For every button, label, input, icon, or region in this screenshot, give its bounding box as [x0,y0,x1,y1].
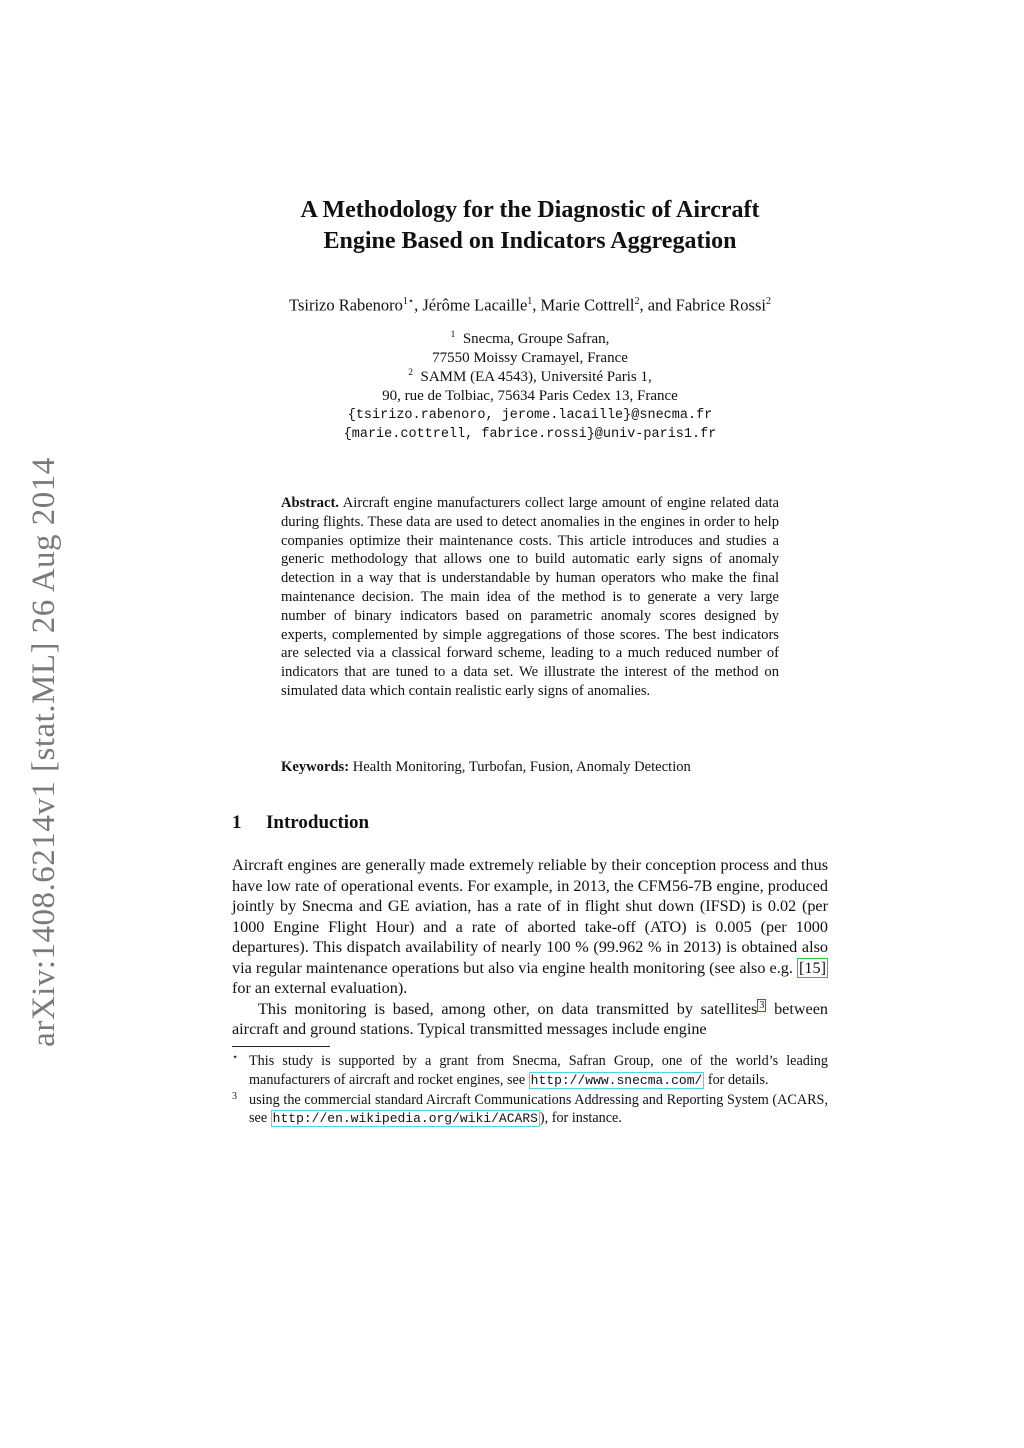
author-name: , Marie Cottrell [532,295,635,315]
footnote-link[interactable]: 3 [759,999,765,1011]
affiliation-mark: 1 [450,330,456,340]
paragraph: This monitoring is based, among other, on data transmitted by satellites $^3$ between aircraft and ground stations. Typical transmitted messages include engine [232,999,828,1038]
title-line-1: A Methodology for the Diagnostic of Aircraft [300,197,760,223]
arxiv-identifier[interactable]: arXiv:1408.6214v1 [stat.ML] 26 Aug 2014 [26,457,62,1047]
abstract-label: Abstract. [281,495,339,511]
keywords-text: Health Monitoring, Turbofan, Fusion, Anomaly Detection [352,759,691,775]
author-name: , Jérôme Lacaille [414,295,528,315]
author-affiliation-mark: 2 [765,296,771,307]
email-line: {marie.cottrell, fabrice.rossi}@univ-paris1.fr [343,427,717,442]
affiliation-line: $^2$ SAMM (EA 4543), Université Paris 1, [408,368,652,385]
body-text [232,855,828,1040]
url-link[interactable]: http://en.wikipedia.org/wiki/ACARS [272,1111,538,1127]
section-title: Introduction [266,812,370,833]
email-line: {tsirizo.rabenoro, jerome.lacaille}@snecma.fr [347,408,713,423]
affiliation-line: 77550 Moissy Cramayel, France [432,350,628,366]
title-line-2: Engine Based on Indicators Aggregation [323,228,737,254]
author-affiliation-mark: 1⋆ [402,296,415,307]
footnote-divider [232,1046,330,1047]
affiliations [232,330,828,444]
paragraph: Aircraft engines are generally made extremely reliable by their conception process and thus have low rate of operational events. For example, in 2013, the CFM56-7B engine, produced jointly by Snecma and GE aviation, has a rate of in flight shut down (IFSD) is 0.02 (per 1000 Engine Flight Hour) and a rate of aborted take-off (ATO) is 0.005 (per 1000 departures). This dispatch availability of nearly 100 % (99.962 % in 2013) is obtained also via regular maintenance operations but also via engine health monitoring (see also e.g. [15] for an external evaluation). [232,856,828,997]
footnote: 3 using the commercial standard Aircraft Communications Addressing and Reporting System (ACARS, see http://en.wikipedia.org/wiki/ACARS ), for instance. [232,1091,828,1130]
footnote-mark: 3 [232,1090,237,1102]
author-name: Tsirizo Rabenoro [289,295,403,315]
abstract-text: Aircraft engine manufacturers collect large amount of engine related data during flights. These data are used to detect anomalies in the engines in order to help companies optimize their maintenance costs. This article introduces and studies a generic methodology that allows one to build automatic early signs of anomaly detection in a way that is understandable by human operators who make the final maintenance decision. The main idea of the method is to generate a very large number of binary indicators based on parametric anomaly scores designed by experts, complemented by simple aggregations of those scores. The best indicators are selected via a classical forward scheme, leading to a much reduced number of indicators that are tuned to a data set. We illustrate the interest of the method on simulated data which contain realistic early signs of anomalies. [281,495,780,699]
section-number: 1 [232,812,242,833]
keywords-label: Keywords: [281,759,350,775]
author-affiliation-mark: 2 [634,296,640,307]
footnotes [232,1052,828,1129]
paper-title [232,195,828,257]
citation-link[interactable]: [15] [799,958,826,977]
affiliation-line: $^1$ Snecma, Groupe Safran, [450,330,610,347]
keywords [281,758,779,777]
author-affiliation-mark: 1 [527,296,533,307]
author-list [232,290,828,318]
section-heading [232,811,828,835]
affiliation-mark: 2 [408,368,413,378]
abstract [281,494,779,701]
affiliation-line: 90, rue de Tolbiac, 75634 Paris Cedex 13, France [382,388,678,404]
author-name: , and Fabrice Rossi [639,295,766,315]
footnote-mark: ⋆ [232,1052,239,1063]
url-link[interactable]: http://www.snecma.com/ [530,1072,703,1088]
footnote: ⋆ This study is supported by a grant from Snecma, Safran Group, one of the world’s leading manufacturers of aircraft and rocket engines, see http://www.snecma.com/ for details. [232,1052,828,1091]
